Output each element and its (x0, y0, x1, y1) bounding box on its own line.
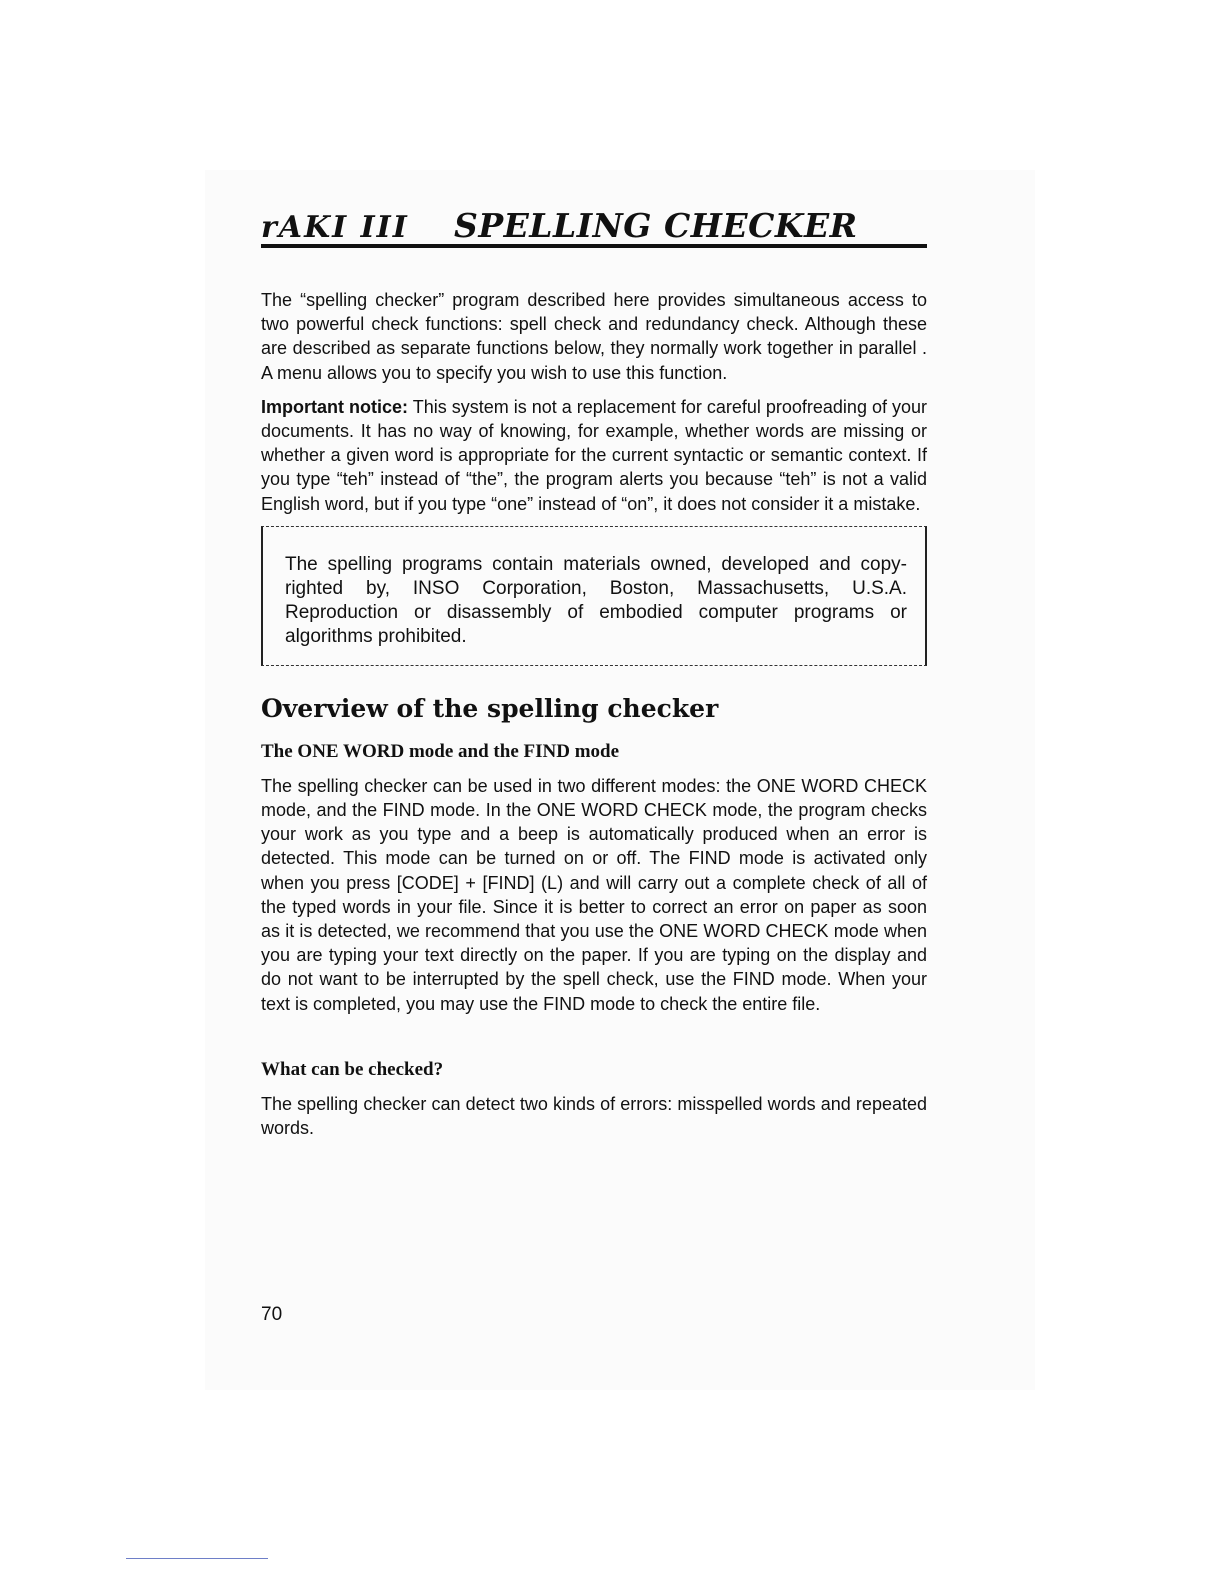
intro-paragraph: The “spelling checker” program described here provides simultaneous access to two powerful check functions: spell check and redundancy check. Although these are described as separate functions below, they normally work together in parallel . A menu allows you to specify you wish to use this function. (261, 290, 927, 383)
checked-paragraph: The spelling checker can detect two kinds of errors: misspelled words and repeated words. (261, 1093, 927, 1139)
overview-section-title: Overview of the spelling checker (261, 693, 719, 723)
modes-subsection-title: The ONE WORD mode and the FIND mode (261, 740, 620, 762)
copyright-notice-box (261, 526, 927, 666)
part-label: rAKI III (261, 210, 409, 245)
copyright-notice-text: The spelling programs contain materials owned, developed and copy-righted by, INSO Corporation, Boston, Massachusetts, U.S.A. Reproduction or disassembly of embodied computer programs or algorithms prohibited. (285, 553, 907, 647)
important-notice-paragraph (261, 395, 927, 516)
part-header (261, 200, 927, 248)
important-notice-text: This system is not a replacement for careful proofreading of your documents. It has no way of knowing, for example, whether words are missing or whether a given word is appropriate for the current syntactic or semantic context. If you type “teh” instead of “the”, the program alerts you because “teh” is not a valid English word, but if you type “one” instead of “on”, it does not consider it a mistake. (261, 396, 927, 514)
modes-paragraph: The spelling checker can be used in two different modes: the ONE WORD CHECK mode, and the FIND mode. In the ONE WORD CHECK mode, the program checks your work as you type and a beep is automatically produced when an error is detected. This mode can be turned on or off. The FIND mode is activated only when you press [CODE] + [FIND] (L) and will carry out a complete check of all of the typed words in your file. Since it is better to correct an error on paper as soon as it is detected, we recommend that you use the ONE WORD CHECK mode when you are typing your text directly on the paper. If you are typing on the display and do not want to be interrupted by the spell check, use the FIND mode. When your text is completed, you may use the FIND mode to check the entire file. (261, 775, 927, 1014)
page-content (261, 200, 927, 1140)
part-title: SPELLING CHECKER (454, 206, 858, 245)
page-number: 70 (261, 1304, 283, 1325)
important-notice-label: Important notice: (261, 396, 409, 417)
bottom-rule (126, 1558, 268, 1559)
checked-subsection-title: What can be checked? (261, 1058, 444, 1080)
